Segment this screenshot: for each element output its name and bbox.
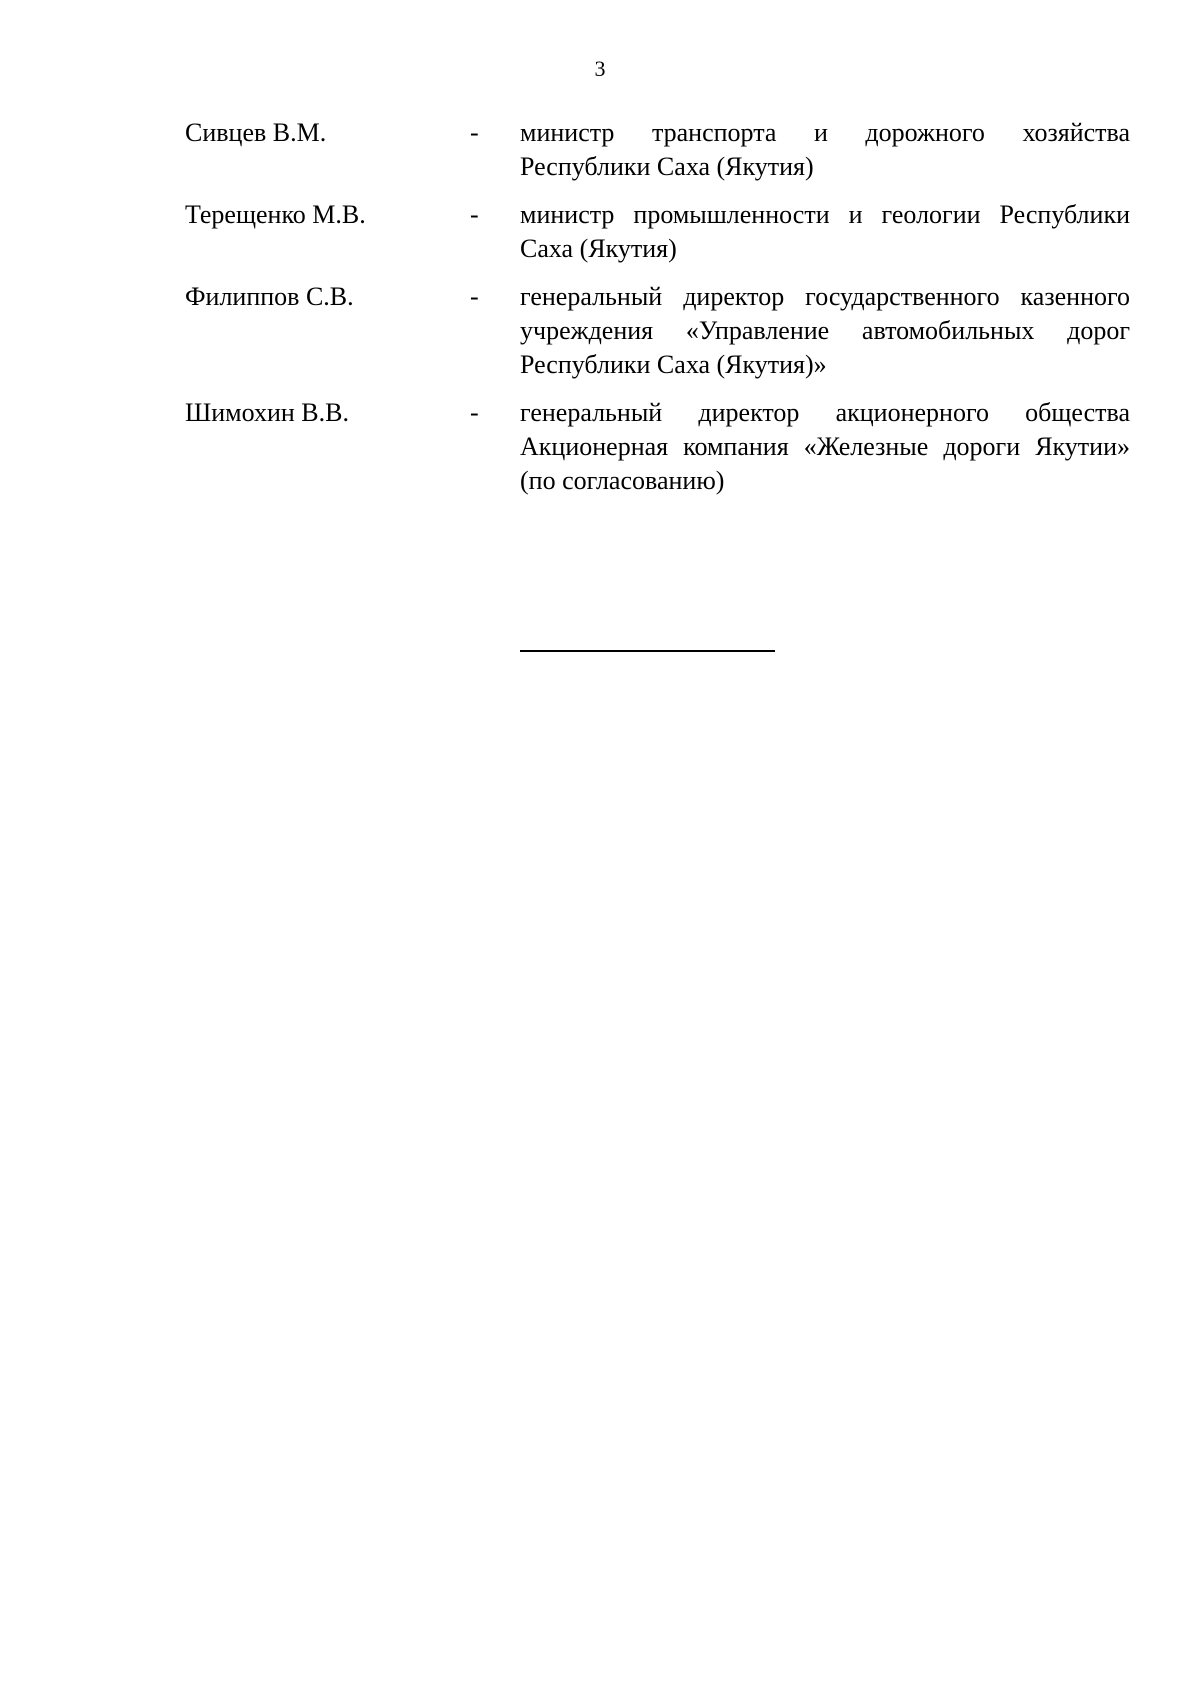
member-position: генеральный директор государственного казенного учреждения «Управление автомобильных дорог Республики Саха (Якутия)» <box>520 282 1130 379</box>
member-name: Шимохин В.В. <box>185 398 349 427</box>
member-dash: - <box>470 398 479 427</box>
member-dash: - <box>470 200 479 229</box>
member-name: Сивцев В.М. <box>185 118 327 147</box>
member-dash: - <box>470 118 479 147</box>
member-position: министр промышленности и геологии Республики Саха (Якутия) <box>520 200 1130 263</box>
member-list <box>185 116 1130 512</box>
list-item <box>185 116 1130 184</box>
page-number: 3 <box>594 56 606 81</box>
member-name: Филиппов С.В. <box>185 282 354 311</box>
closing-divider <box>520 650 775 652</box>
list-item <box>185 396 1130 498</box>
list-item <box>185 198 1130 266</box>
member-dash: - <box>470 282 479 311</box>
member-name: Терещенко М.В. <box>185 200 366 229</box>
member-position: министр транспорта и дорожного хозяйства Республики Саха (Якутия) <box>520 118 1130 181</box>
member-position: генеральный директор акционерного общества Акционерная компания «Железные дороги Якутии» (по согласованию) <box>520 398 1130 495</box>
list-item <box>185 280 1130 382</box>
